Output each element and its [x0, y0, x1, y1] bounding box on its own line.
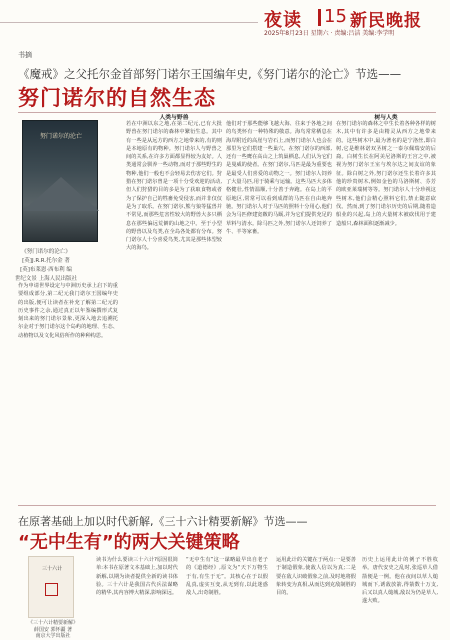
seal-icon — [45, 583, 58, 596]
article1-column-3: 他们对于那些能够飞越大海、往来于各地之间的鸟类怀有一种特殊的敬意。海鸟常常栖息在海岸附近的高崖与岩石上,而努门诺尔人也会在那里为它们搭建一些巢穴。在努门诺尔的西部,还有一些鹰在高山之上筑巢栖息,人们认为它们是曼威的使者。在努门诺尔,马匹是最为重要也是最受人们喜爱的动物之一。努门诺尔人饲养了大量马匹,用于骑乘与运输。这些马匹大多体格健壮,性情温顺,十分善于奔跑。在岛上的平原地区,常常可以看到成群的马匹在自由地奔驰。努门诺尔人对于马匹的照料十分用心,他们会为马匹修建宽敞的马厩,并为它们提供充足的草料与清水。除马匹之外,努门诺尔人还饲养了牛、羊等家畜。 — [226, 121, 332, 235]
section-name: 夜读 — [264, 10, 302, 31]
masthead-divider — [318, 9, 321, 26]
date-line: 2025年8月23日 星期六 · 责编:吕洁 美编:李学明 — [264, 30, 395, 37]
book-caption: 《努门诺尔的沦亡》 [英]J.R.R.托尔金 著 [英]布莱恩·西布利 编 世纪文景 上海人民出版社 — [14, 249, 78, 282]
book-cover-title: 努门诺尔的沦亡 — [39, 133, 82, 140]
book2-cover-image — [28, 556, 74, 618]
article2-title: “无中生有”的两大关键策略 — [18, 532, 240, 553]
newspaper-logo: 新民晚报 — [350, 11, 422, 31]
article2-column-2: “无中生有”这一谋略最早出自老子的《道德经》,原文为“天下万物生于有,有生于无”。其核心在于以假乱真,虚实互变,从无到有,以此迷惑敌人,出奇制胜。 — [186, 557, 268, 597]
section-label: 书摘 — [18, 51, 32, 59]
article1-kicker: 《魔戒》之父托尔金首部努门诺尔王国编年史,《努门诺尔的沦亡》节选—— — [18, 67, 402, 81]
book-cover-mountain — [23, 177, 99, 211]
book2-cover-title: 三十六计 — [41, 566, 62, 572]
masthead — [0, 0, 450, 40]
article2-column-4: 历史上运用此计的例子不胜枚举。唐代安史之乱时,张巡草人借箭便是一例。他在夜间以草人缒城而下,诱敌放箭,得箭数十万支,后又以真人缒城,敌以为仍是草人,遂大败。 — [362, 557, 438, 605]
subhead-people-beasts: 人类与野兽 — [159, 115, 189, 121]
article2-kicker: 在原著基础上加以时代新解,《三十六计精要新解》节选—— — [18, 515, 308, 528]
article1-title: 努门诺尔的自然生态 — [18, 86, 216, 110]
article1-intro: 作为申请世界设定与中洲历史承上启下的重要组成部分,第二纪元我门诺尔王国编年史的出版,便可让读者在补充了解第二纪元的历史事件之余,通过真正以年鉴编撰形式复刻出来的努门诺尔景象,更深入地去追溯托尔金对于努门诺尔这个岛屿的地理、生态、动植物以及文化风俗所作的种种构思。 — [18, 283, 118, 339]
article-divider — [18, 505, 436, 506]
masthead-rule — [0, 22, 258, 23]
article2-column-3: 运用此计的关键在于两点:一是要善于制造假象,使敌人信以为真;二是要在敌人识破假象之前,及时地将假象转变为真相,从而达到克敌制胜的目的。 — [276, 557, 356, 597]
article1-column-4: 在努门诺尔的森林之中生长着各种各样的树木,其中有许多是由精灵从西方之地带来的。这些树木中,最为著名的是宁洛丝,即白树,它是维林诺双圣树之一泰尔佩瑞安的后裔。白树生长在阿美尼洛斯的王宫之中,被视为努门诺尔王室与埃尔达之间友谊的象征。除白树之外,努门诺尔还生长着许多其他的珍贵树木,例如金色的马洛斯树、芬芳的欧亚莱瑞树等等。努门诺尔人十分珍视这些树木,他们会精心照料它们,禁止随意砍伐。然而,到了努门诺尔历史的后期,随着造船业的兴起,岛上的大量树木被砍伐用于建造船只,森林面积逐渐减少。 — [336, 121, 436, 227]
page-number: 15 — [324, 6, 347, 27]
book-cover-image — [22, 120, 98, 242]
article2-column-1: 读书为什么要读三十六计?原因很简单:本书在原著文本基础上,加以时代新解,以期为读者提供全新的读书体验。三十六计是我国古代兵法谋略的精华,其内容博大精深,影响深远。 — [96, 557, 178, 597]
book2-caption: 《三十六计精要新解》 薛国安 郭怀疆 著 南京大学出版社 — [27, 620, 78, 639]
subhead-trees-people: 树与人类 — [374, 115, 398, 121]
article1-column-2: 若在中洲以东之地,在第二纪元,已有大批野兽在努门诺尔的森林中繁衍生息。其中有一些是从远方的西方之地带来的,有的则是本地原有的物种。努门诺尔人与野兽之间的关系,在许多方面都显得较为友好。人类通常会驯养一些动物,而对于那些野生的物种,他们一般也不会轻易去伤害它们。狩猎在努门诺尔曾是一项十分受欢迎的活动,但人们狩猎的目的多是为了获取食物或者为了保护自己的牲畜免受侵害,而并非仅仅是为了取乐。在努门诺尔,熊与狼等猛兽并不常见,而那些危害性较大的野兽大多只栖息在那些偏远荒僻的山地之中。至于小型的野兽以及鸟类,在全岛各处都有分布。努门诺尔人十分喜爱鸟类,尤其是那些体型较大的海鸟。 — [126, 121, 222, 252]
